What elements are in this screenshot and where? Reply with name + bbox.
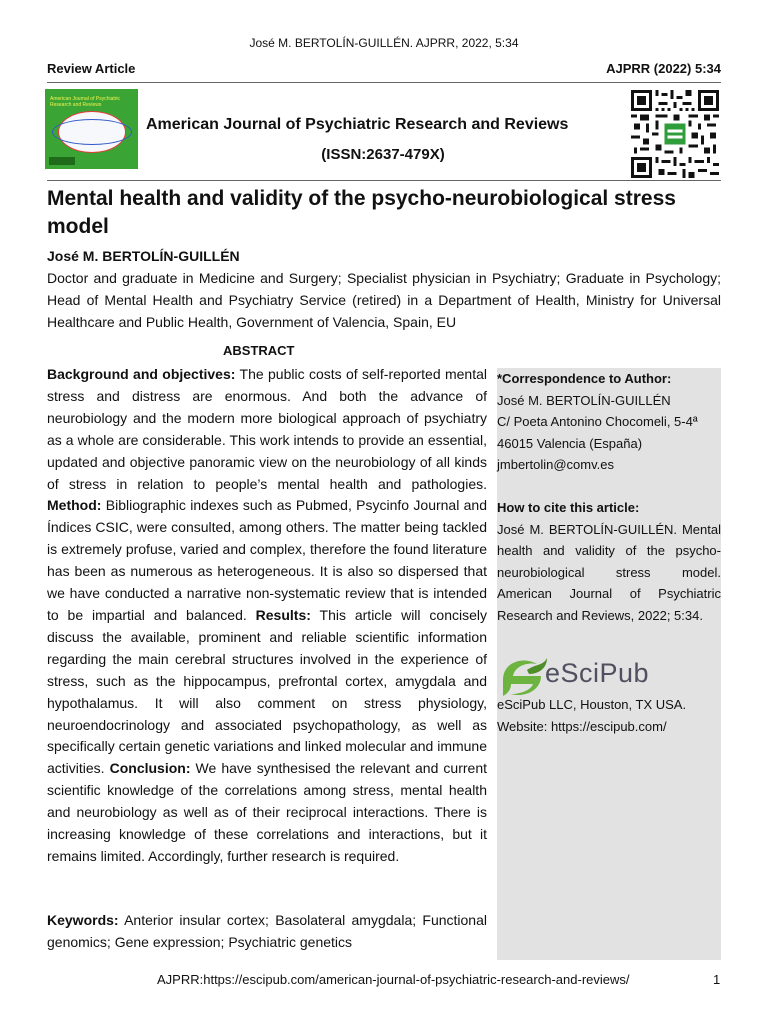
running-head: José M. BERTOLÍN-GUILLÉN. AJPRR, 2022, 5:34 <box>249 36 519 50</box>
cover-orbit-graphic <box>52 119 132 145</box>
keywords-text: Anterior insular cortex; Basolateral amygdala; Functional genomics; Gene expression; Psychiatric genetics <box>47 912 487 950</box>
correspondence-address-line1: C/ Poeta Antonino Chocomeli, 5-4ª <box>497 414 698 430</box>
correspondence-email[interactable]: jmbertolin@comv.es <box>497 457 614 473</box>
author-affiliation: Doctor and graduate in Medicine and Surgery; Specialist physician in Psychiatry; Graduate in Psychology; Head of Mental Health and Psychiatry Service (retired) in a Department of Health, Ministry for Universal Healthcare and Public Health, Government of Valencia, Spain, EU <box>47 270 721 330</box>
journal-cover-image <box>45 89 138 169</box>
keywords-label: Keywords: <box>47 912 119 928</box>
cover-title: American Journal of Psychiatric Research and Reviews <box>50 96 121 108</box>
abstract-method-label: Method: <box>47 497 102 514</box>
publisher-website[interactable]: Website: https://escipub.com/ <box>497 718 667 734</box>
abstract-results-text: This article will concisely discuss the available, prominent and reliable scientific information regarding the main cerebral structures involved in the experience of stress, such as the hippocampus, prefrontal cortex, amygdala and hypothalamus. It will also comment on stress physiology, neuroendocrinology and associated psychopathology, as well as specifically certain genetic variations and linked molecular and immune activities. <box>47 606 487 777</box>
escipub-logo <box>497 650 721 700</box>
article-title: Mental health and validity of the psycho-neurobiological stress model <box>47 187 676 238</box>
qr-code-icon[interactable] <box>631 90 719 178</box>
cover-issn-bar <box>49 157 75 165</box>
abstract-results-label: Results: <box>255 606 311 623</box>
correspondence-address-line2: 46015 Valencia (España) <box>497 435 643 451</box>
journal-issn: (ISSN:2637-479X) <box>321 146 445 163</box>
how-to-cite-text: José M. BERTOLÍN-GUILLÉN. Mental health and validity of the psycho-neurobiological stress model. American Journal of Psychiatric Research and Reviews, 2022; 5:34. <box>497 521 721 623</box>
how-to-cite-block <box>497 497 721 627</box>
abstract-background-label: Background and objectives: <box>47 366 236 382</box>
header-rule-top <box>47 82 721 83</box>
footer-url[interactable]: AJPRR:https://escipub.com/american-journal-of-psychiatric-research-and-reviews/ <box>157 972 630 987</box>
article-type: Review Article <box>47 61 136 76</box>
abstract-body <box>47 364 487 868</box>
abstract-conclusion-text: We have synthesised the relevant and current scientific knowledge of the correlations among stress, mental health and neurobiology as well as of their reciprocal interactions. There is increasing knowledge of these correlations and interactions, but it remains limited. Accordingly, further research is required. <box>47 760 487 864</box>
abstract-conclusion-label: Conclusion: <box>109 760 191 777</box>
correspondence-label: *Correspondence to Author: <box>497 371 672 386</box>
publisher-name: eSciPub LLC, Houston, TX USA. <box>497 697 687 712</box>
correspondence-block <box>497 368 721 476</box>
abstract-method-text: Bibliographic indexes such as Pubmed, Psycinfo Journal and Índices CSIC, were consulted, among others. The matter being tackled is extremely profuse, varied and complex, therefore the found literature has been as numerous as heterogeneous. It is also so dispersed that we have conducted a narrative non-systematic review that is intended to be impartial and balanced. <box>47 497 487 623</box>
abstract-heading: ABSTRACT <box>223 343 295 358</box>
abstract-background-text: The public costs of self-reported mental stress and distress are enormous. And both the advance of neurobiology and the modern more biological approach of psychiatry as a whole are considerable. This work intends to provide an essential, updated and objective panoramic view on the neurobiology of all kinds of stress in relation to people’s mental health and pathologies. <box>47 366 487 492</box>
how-to-cite-label: How to cite this article: <box>497 500 640 515</box>
correspondence-name: José M. BERTOLÍN-GUILLÉN <box>497 392 671 408</box>
article-author: José M. BERTOLÍN-GUILLÉN <box>47 248 240 264</box>
citation-short: AJPRR (2022) 5:34 <box>606 61 721 76</box>
correspondence-sidebar <box>497 368 721 960</box>
publisher-block <box>497 694 721 737</box>
journal-name: American Journal of Psychiatric Research and Reviews <box>146 116 569 133</box>
keywords <box>47 910 487 954</box>
page-number: 1 <box>713 972 721 987</box>
header-rule-bottom <box>47 180 721 181</box>
escipub-logo-text: eSciPub <box>545 658 650 688</box>
